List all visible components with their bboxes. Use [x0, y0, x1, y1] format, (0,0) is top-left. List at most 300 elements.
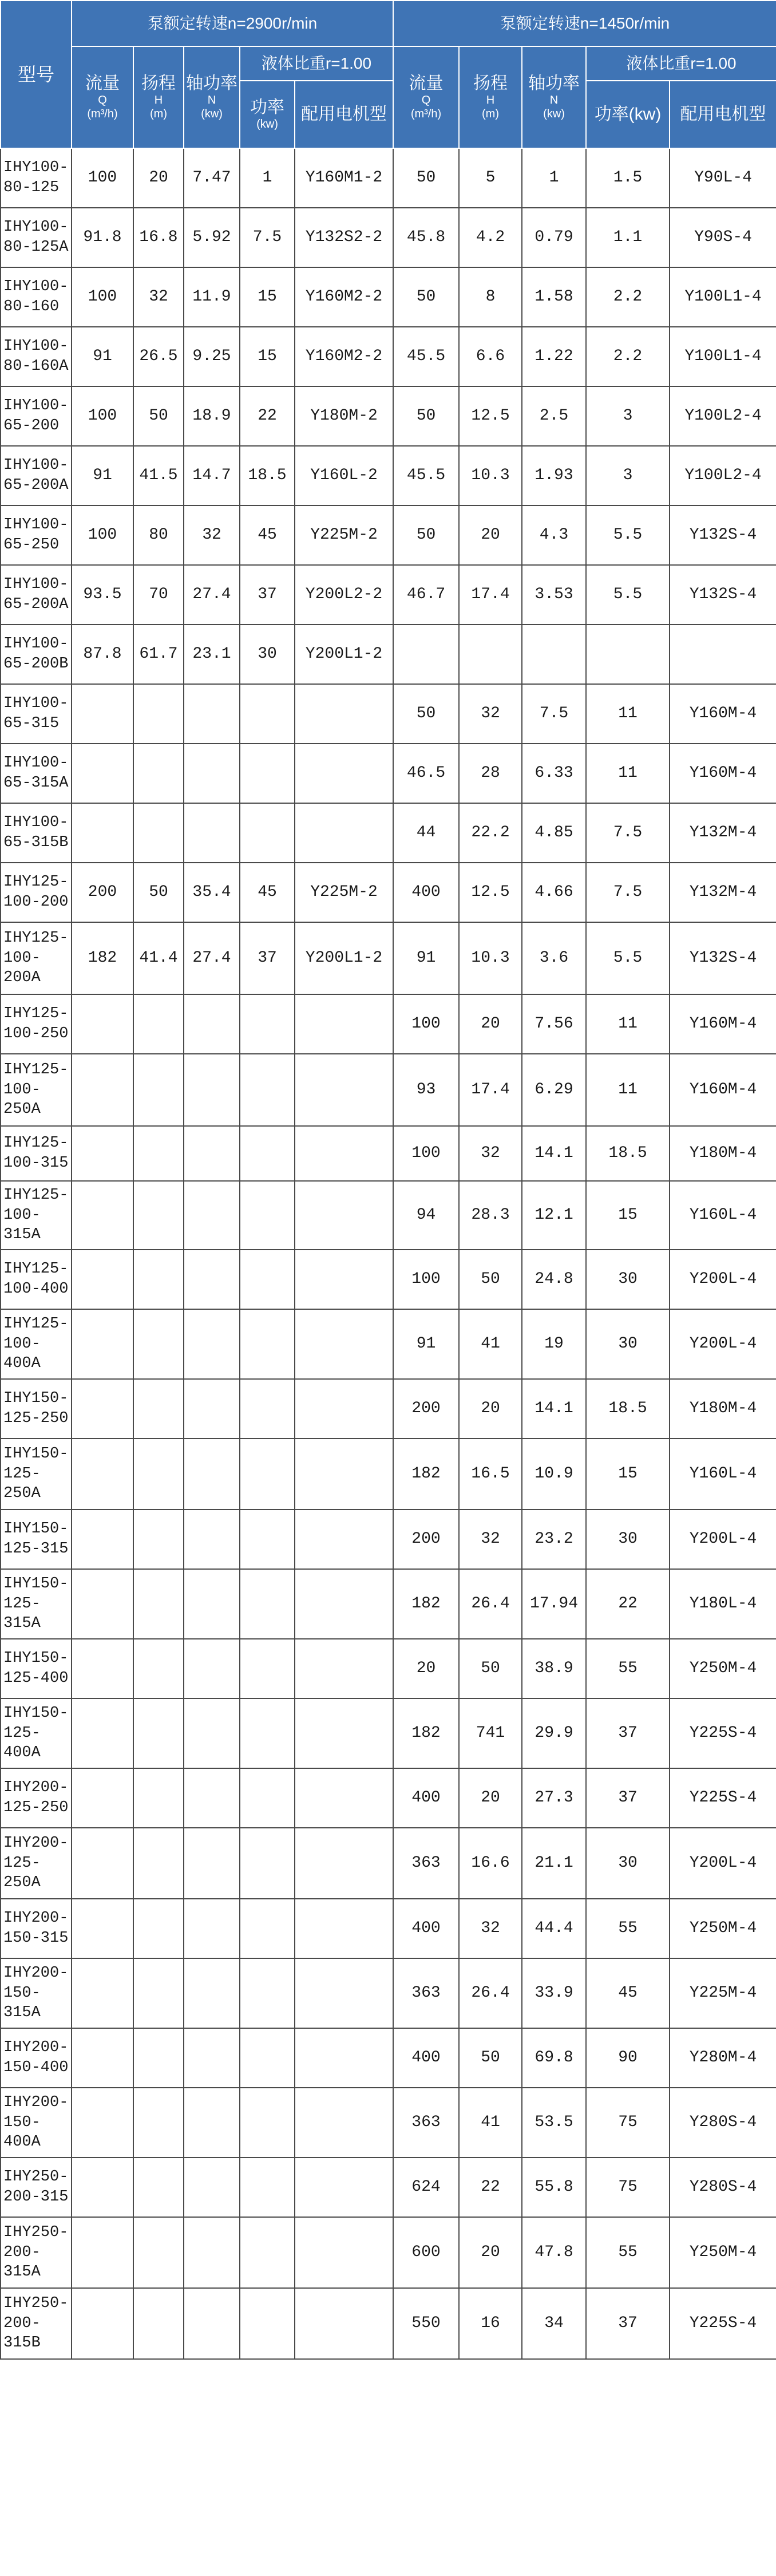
flow-cell-1450: 100 [393, 1250, 459, 1309]
shaft-power-cell-2900: 27.4 [184, 922, 240, 994]
table-row [1, 744, 776, 803]
motor-cell-1450: Y200L-4 [670, 1828, 776, 1899]
model-line: 315A [3, 2263, 41, 2281]
flow-cell-1450: 100 [393, 1126, 459, 1181]
flow-cell-2900 [72, 2158, 133, 2217]
motor-cell-2900: Y160M2-2 [295, 327, 393, 386]
model-line: 65-315B [3, 834, 69, 851]
flow-cell-2900 [72, 1309, 133, 1379]
power-cell-2900 [240, 1698, 295, 1768]
power-cell-2900 [240, 994, 295, 1054]
shaft-power-cell-2900: 9.25 [184, 327, 240, 386]
flow-cell-2900: 91 [72, 327, 133, 386]
head-cell-1450: 41 [459, 2088, 522, 2158]
shaft-power-cell-2900 [184, 744, 240, 803]
power-cell-1450 [586, 625, 670, 684]
power-cell-2900 [240, 1181, 295, 1250]
model-cell [1, 994, 72, 1054]
head-cell-1450: 12.5 [459, 863, 522, 922]
motor-cell-1450: Y132S-4 [670, 565, 776, 625]
shaft-power-cell-2900 [184, 1639, 240, 1698]
shaft-power-cell-2900 [184, 1181, 240, 1250]
head-cell-1450: 17.4 [459, 565, 522, 625]
power-cell-2900: 1 [240, 148, 295, 208]
table-row [1, 863, 776, 922]
motor-cell-2900 [295, 1510, 393, 1569]
power-cell-2900 [240, 1768, 295, 1828]
power-cell-1450: 75 [586, 2158, 670, 2217]
model-line: IHY125- [3, 1005, 69, 1023]
head-cell-2900: 16.8 [133, 208, 184, 267]
model-line: 400A [3, 1355, 41, 1373]
table-row [1, 994, 776, 1054]
head-cell-2900 [133, 1639, 184, 1698]
motor-cell-2900: Y160M2-2 [295, 267, 393, 327]
model-cell [1, 1958, 72, 2028]
motor-cell-1450: Y132S-4 [670, 922, 776, 994]
table-row [1, 1181, 776, 1250]
table-row [1, 625, 776, 684]
model-line: 150- [3, 1984, 41, 2002]
flow-cell-2900: 100 [72, 148, 133, 208]
flow-cell-1450: 50 [393, 267, 459, 327]
shaft-power-cell-1450: 4.85 [522, 803, 586, 863]
head-cell-2900 [133, 1379, 184, 1439]
motor-cell-1450: Y200L-4 [670, 1510, 776, 1569]
head-cell-2900 [133, 1181, 184, 1250]
shaft-power-cell-2900 [184, 2217, 240, 2288]
head-cell-2900: 50 [133, 386, 184, 446]
head-cell-1450: 10.3 [459, 922, 522, 994]
motor-cell-1450 [670, 625, 776, 684]
shaft-power-cell-1450: 1.93 [522, 446, 586, 505]
shaft-power-cell-2900 [184, 1250, 240, 1309]
model-line: IHY125- [3, 1261, 69, 1278]
model-line: 400A [3, 2134, 41, 2151]
head-cell-1450: 28.3 [459, 1181, 522, 1250]
flow-cell-1450 [393, 625, 459, 684]
shaft-power-cell-1450: 1.22 [522, 327, 586, 386]
table-row [1, 386, 776, 446]
head-cell-1450: 32 [459, 1126, 522, 1181]
model-line: IHY150- [3, 1390, 69, 1408]
model-line: 250A [3, 1874, 41, 1892]
flow-cell-2900 [72, 1250, 133, 1309]
head-cell-1450: 26.4 [459, 1569, 522, 1639]
flow-cell-2900 [72, 1639, 133, 1698]
model-line: 250A [3, 1101, 41, 1119]
model-line: 315A [3, 1226, 41, 1244]
flow-cell-2900 [72, 1899, 133, 1958]
shaft-power-cell-2900 [184, 684, 240, 744]
motor-cell-2900 [295, 1379, 393, 1439]
model-cell [1, 863, 72, 922]
motor-cell-2900 [295, 1698, 393, 1768]
head-label: 扬程 [141, 73, 176, 93]
power-cell-2900 [240, 1054, 295, 1126]
motor-cell-2900 [295, 803, 393, 863]
power-cell-2900 [240, 2158, 295, 2217]
power-cell-2900: 45 [240, 863, 295, 922]
power-cell-2900 [240, 2217, 295, 2288]
table-row [1, 684, 776, 744]
head-cell-2900 [133, 1958, 184, 2028]
head-cell-2900 [133, 1510, 184, 1569]
motor-cell-2900: Y200L1-2 [295, 625, 393, 684]
model-line: 80-125 [3, 179, 60, 196]
power-cell-2900 [240, 1379, 295, 1439]
table-row [1, 1439, 776, 1510]
power-cell-2900 [240, 1510, 295, 1569]
head-cell-2900 [133, 1768, 184, 1828]
motor-cell-1450: Y90S-4 [670, 208, 776, 267]
table-row [1, 148, 776, 208]
table-row [1, 2028, 776, 2088]
power-cell-2900 [240, 2288, 295, 2359]
shaft-power-cell-1450 [522, 625, 586, 684]
model-line: IHY150- [3, 1520, 69, 1538]
shaft-power-cell-2900 [184, 1379, 240, 1439]
motor-cell-1450: Y132S-4 [670, 505, 776, 565]
motor-cell-2900 [295, 1181, 393, 1250]
table-row [1, 1828, 776, 1899]
model-line: 100-315 [3, 1155, 69, 1172]
shaft-power-cell-1450: 19 [522, 1309, 586, 1379]
model-line: IHY150- [3, 1705, 69, 1722]
shaft-power-cell-1450: 29.9 [522, 1698, 586, 1768]
head-cell-1450: 17.4 [459, 1054, 522, 1126]
power-cell-2900 [240, 1828, 295, 1899]
model-line: 125- [3, 1724, 41, 1742]
shaft-power-cell-1450: 27.3 [522, 1768, 586, 1828]
model-line: 125- [3, 1854, 41, 1872]
motor-cell-1450: Y160L-4 [670, 1181, 776, 1250]
flow-cell-1450: 46.7 [393, 565, 459, 625]
flow-cell-1450: 45.5 [393, 446, 459, 505]
motor-cell-2900 [295, 1768, 393, 1828]
motor-cell-2900 [295, 1126, 393, 1181]
head-cell-1450: 22 [459, 2158, 522, 2217]
power-cell-1450: 7.5 [586, 863, 670, 922]
motor-cell-1450: Y225S-4 [670, 1698, 776, 1768]
flow-cell-1450: 45.5 [393, 327, 459, 386]
flow-cell-1450: 400 [393, 863, 459, 922]
flow-cell-1450: 46.5 [393, 744, 459, 803]
model-line: 100-400 [3, 1281, 69, 1298]
motor-cell-2900 [295, 2088, 393, 2158]
model-line: 200-315 [3, 2188, 69, 2206]
head-cell-2900 [133, 1828, 184, 1899]
power-cell-1450: 37 [586, 1698, 670, 1768]
speed-1450-header: 泵额定转速n=1450r/min [393, 1, 776, 46]
flow-cell-2900 [72, 1569, 133, 1639]
model-line: IHY250- [3, 2224, 69, 2242]
power-cell-1450: 1.1 [586, 208, 670, 267]
power-cell-2900: 30 [240, 625, 295, 684]
head-cell-2900: 50 [133, 863, 184, 922]
motor-cell-1450: Y132M-4 [670, 803, 776, 863]
shaft-power-cell-1450: 47.8 [522, 2217, 586, 2288]
model-line: IHY200- [3, 2039, 69, 2057]
shaft-power-cell-2900: 5.92 [184, 208, 240, 267]
flow-unit: (m³/h) [410, 108, 442, 121]
flow-cell-1450: 363 [393, 2088, 459, 2158]
flow-cell-1450: 200 [393, 1379, 459, 1439]
shaft-power-cell-2900 [184, 803, 240, 863]
power-cell-1450: 11 [586, 1054, 670, 1126]
motor-cell-2900 [295, 1054, 393, 1126]
table-row [1, 327, 776, 386]
flow-cell-1450: 400 [393, 1899, 459, 1958]
shaft-power-cell-2900 [184, 1828, 240, 1899]
shaft-power-cell-1450: 12.1 [522, 1181, 586, 1250]
head-cell-2900 [133, 1569, 184, 1639]
head-cell-2900: 26.5 [133, 327, 184, 386]
power-cell-1450: 2.2 [586, 267, 670, 327]
shaft-power-cell-1450: 53.5 [522, 2088, 586, 2158]
model-line: IHY100- [3, 278, 69, 296]
shaft-power-cell-1450: 1.58 [522, 267, 586, 327]
motor-cell-2900 [295, 2158, 393, 2217]
model-line: IHY150- [3, 1650, 69, 1668]
head-cell-1450: 4.2 [459, 208, 522, 267]
head-cell-2900 [133, 2088, 184, 2158]
flow-cell-2900: 182 [72, 922, 133, 994]
model-cell [1, 625, 72, 684]
head-cell-2900 [133, 684, 184, 744]
motor-cell-1450: Y180M-4 [670, 1126, 776, 1181]
motor-cell-1450: Y180L-4 [670, 1569, 776, 1639]
power-cell-1450: 18.5 [586, 1379, 670, 1439]
head-cell-2900 [133, 2158, 184, 2217]
motor-cell-2900 [295, 1828, 393, 1899]
power-unit: (kw) [256, 118, 278, 131]
model-line: IHY100- [3, 814, 69, 832]
model-line: 125-315 [3, 1540, 69, 1558]
model-cell [1, 1639, 72, 1698]
flow-cell-2900 [72, 994, 133, 1054]
ratio-header-2900: 液体比重r=1.00 [240, 46, 393, 81]
model-cell [1, 2158, 72, 2217]
table-body [1, 148, 776, 2359]
model-cell [1, 267, 72, 327]
model-line: IHY100- [3, 576, 69, 594]
head-cell-2900: 32 [133, 267, 184, 327]
power-cell-1450: 30 [586, 1309, 670, 1379]
table-row [1, 1768, 776, 1828]
model-line: IHY200- [3, 1910, 69, 1927]
motor-cell-1450: Y180M-4 [670, 1379, 776, 1439]
shaft-power-cell-1450: 55.8 [522, 2158, 586, 2217]
power-header-2900 [240, 81, 295, 148]
head-cell-1450: 20 [459, 994, 522, 1054]
table-row [1, 1899, 776, 1958]
motor-cell-2900 [295, 1899, 393, 1958]
head-cell-1450: 20 [459, 1768, 522, 1828]
head-cell-2900 [133, 1309, 184, 1379]
head-cell-1450: 20 [459, 505, 522, 565]
head-cell-2900 [133, 1054, 184, 1126]
model-line: IHY125- [3, 1315, 69, 1333]
shaft-power-symbol: N [207, 94, 216, 107]
motor-cell-2900 [295, 2217, 393, 2288]
shaft-power-cell-2900: 18.9 [184, 386, 240, 446]
head-cell-2900: 70 [133, 565, 184, 625]
shaft-power-cell-2900: 35.4 [184, 863, 240, 922]
head-cell-1450: 5 [459, 148, 522, 208]
model-cell [1, 2217, 72, 2288]
head-unit: (m) [482, 108, 499, 121]
head-cell-2900 [133, 2217, 184, 2288]
model-line: 125- [3, 1595, 41, 1613]
shaft-power-cell-2900: 32 [184, 505, 240, 565]
flow-cell-1450: 91 [393, 1309, 459, 1379]
flow-cell-1450: 50 [393, 386, 459, 446]
shaft-power-cell-2900 [184, 1958, 240, 2028]
table-row [1, 505, 776, 565]
head-cell-1450: 28 [459, 744, 522, 803]
power-cell-2900: 37 [240, 565, 295, 625]
header-row-ratio [1, 46, 776, 81]
model-cell [1, 1899, 72, 1958]
motor-cell-2900 [295, 1958, 393, 2028]
motor-cell-2900 [295, 2288, 393, 2359]
shaft-power-cell-2900: 14.7 [184, 446, 240, 505]
model-line: IHY100- [3, 754, 69, 772]
head-cell-1450: 32 [459, 1510, 522, 1569]
power-cell-2900 [240, 1126, 295, 1181]
shaft-power-cell-1450: 14.1 [522, 1379, 586, 1439]
flow-unit: (m³/h) [87, 108, 118, 121]
flow-cell-2900 [72, 1698, 133, 1768]
motor-cell-2900: Y160L-2 [295, 446, 393, 505]
motor-cell-1450: Y160M-4 [670, 744, 776, 803]
flow-cell-2900 [72, 2088, 133, 2158]
model-line: IHY100- [3, 219, 69, 236]
model-cell [1, 386, 72, 446]
flow-cell-1450: 50 [393, 684, 459, 744]
power-cell-1450: 11 [586, 744, 670, 803]
motor-cell-1450: Y200L-4 [670, 1250, 776, 1309]
head-cell-2900: 80 [133, 505, 184, 565]
flow-symbol: Q [421, 94, 431, 107]
table-row [1, 1379, 776, 1439]
model-cell [1, 1054, 72, 1126]
table-row [1, 267, 776, 327]
power-cell-1450: 37 [586, 2288, 670, 2359]
power-cell-1450: 18.5 [586, 1126, 670, 1181]
power-cell-2900: 18.5 [240, 446, 295, 505]
model-line: 200- [3, 2314, 41, 2332]
head-cell-2900 [133, 994, 184, 1054]
model-cell [1, 1439, 72, 1510]
model-cell [1, 1250, 72, 1309]
flow-cell-2900: 91 [72, 446, 133, 505]
model-line: 125-250 [3, 1799, 69, 1816]
model-line: IHY100- [3, 338, 69, 355]
flow-cell-1450: 93 [393, 1054, 459, 1126]
shaft-power-cell-1450: 34 [522, 2288, 586, 2359]
model-line: IHY100- [3, 159, 69, 177]
model-cell [1, 1379, 72, 1439]
flow-cell-1450: 600 [393, 2217, 459, 2288]
model-cell [1, 505, 72, 565]
model-line: IHY200- [3, 1965, 69, 1982]
model-header: 型号 [1, 1, 72, 148]
model-line: 65-250 [3, 536, 60, 554]
model-line: IHY200- [3, 1779, 69, 1797]
flow-cell-2900: 93.5 [72, 565, 133, 625]
motor-cell-1450: Y90L-4 [670, 148, 776, 208]
model-line: IHY125- [3, 874, 69, 891]
power-cell-1450: 30 [586, 1828, 670, 1899]
head-cell-1450 [459, 625, 522, 684]
model-line: IHY250- [3, 2295, 69, 2313]
motor-cell-2900 [295, 1439, 393, 1510]
power-cell-2900 [240, 2088, 295, 2158]
shaft-power-cell-1450: 6.33 [522, 744, 586, 803]
power-cell-1450: 22 [586, 1569, 670, 1639]
power-cell-2900 [240, 1439, 295, 1510]
flow-cell-2900 [72, 1379, 133, 1439]
head-cell-1450: 50 [459, 1639, 522, 1698]
shaft-power-cell-1450: 0.79 [522, 208, 586, 267]
model-line: 65-200A [3, 596, 69, 613]
table-row [1, 1639, 776, 1698]
shaft-power-cell-2900: 7.47 [184, 148, 240, 208]
model-line: 315B [3, 2334, 41, 2352]
power-cell-1450: 15 [586, 1181, 670, 1250]
head-cell-2900: 20 [133, 148, 184, 208]
model-line: IHY150- [3, 1445, 69, 1463]
motor-cell-2900 [295, 684, 393, 744]
power-cell-1450: 90 [586, 2028, 670, 2088]
model-line: IHY100- [3, 635, 69, 653]
shaft-power-cell-2900: 27.4 [184, 565, 240, 625]
head-cell-1450: 50 [459, 2028, 522, 2088]
motor-cell-1450: Y280S-4 [670, 2158, 776, 2217]
shaft-power-cell-2900 [184, 2158, 240, 2217]
power-cell-1450: 3 [586, 446, 670, 505]
table-row [1, 2288, 776, 2359]
head-cell-1450: 16.6 [459, 1828, 522, 1899]
shaft-power-header-1450 [522, 46, 586, 148]
power-cell-2900: 7.5 [240, 208, 295, 267]
power-cell-1450: 37 [586, 1768, 670, 1828]
flow-cell-2900 [72, 1054, 133, 1126]
power-cell-1450: 3 [586, 386, 670, 446]
table-row [1, 922, 776, 994]
model-line: IHY125- [3, 1061, 69, 1079]
model-line: IHY150- [3, 1575, 69, 1593]
ratio-header-1450: 液体比重r=1.00 [586, 46, 776, 81]
power-cell-1450: 75 [586, 2088, 670, 2158]
motor-cell-1450: Y280S-4 [670, 2088, 776, 2158]
head-cell-1450: 20 [459, 2217, 522, 2288]
model-cell [1, 327, 72, 386]
motor-header-2900: 配用电机型 [295, 81, 393, 148]
shaft-power-cell-2900 [184, 994, 240, 1054]
flow-cell-1450: 94 [393, 1181, 459, 1250]
header-row-speed [1, 1, 776, 46]
shaft-power-cell-1450: 69.8 [522, 2028, 586, 2088]
flow-cell-2900: 100 [72, 505, 133, 565]
head-cell-2900 [133, 2288, 184, 2359]
shaft-power-cell-1450: 44.4 [522, 1899, 586, 1958]
head-cell-2900 [133, 1899, 184, 1958]
flow-cell-2900 [72, 744, 133, 803]
head-cell-2900 [133, 1250, 184, 1309]
